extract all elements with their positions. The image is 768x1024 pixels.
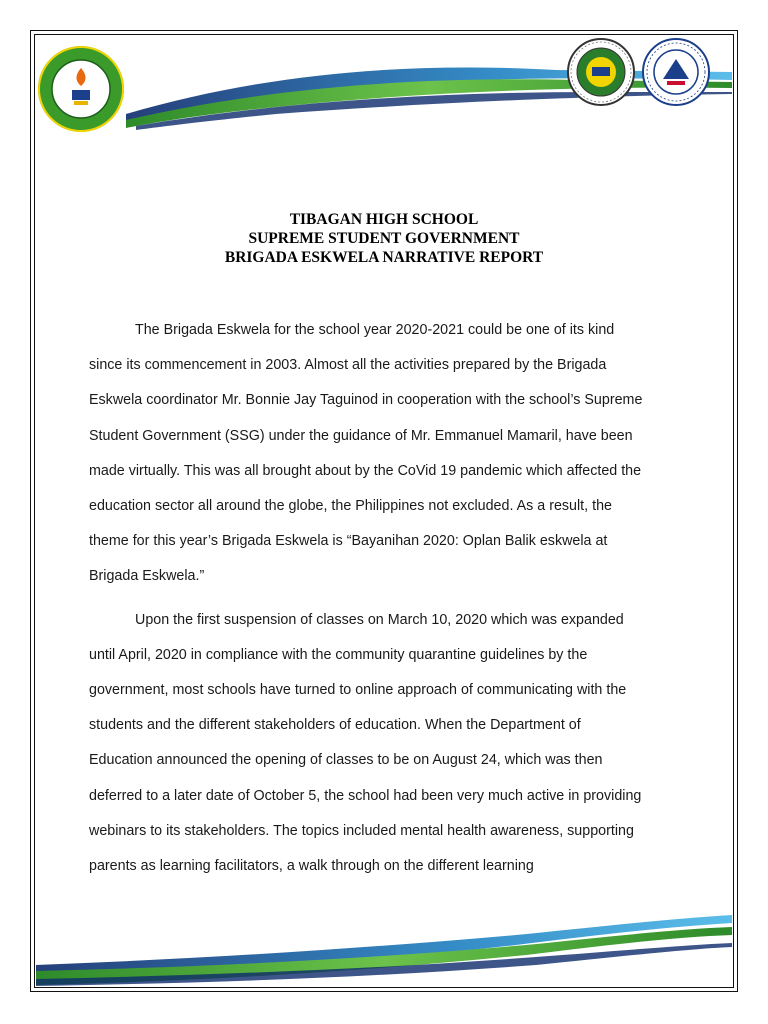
text-line: government, most schools have turned to online approach of communicating with the: [89, 682, 627, 699]
report-titles: [0, 210, 768, 267]
report-body: [89, 313, 689, 884]
text-line: Eskwela coordinator Mr. Bonnie Jay Taguinod in cooperation with the school’s Supreme: [89, 392, 643, 409]
text-line: Brigada Eskwela.”: [89, 568, 205, 585]
text-line: deferred to a later date of October 5, the school had been very much active in providing: [89, 787, 642, 804]
text-line: Education announced the opening of classes to be on August 24, which was then: [89, 752, 603, 769]
organization-title: SUPREME STUDENT GOVERNMENT: [248, 230, 520, 247]
text-line: students and the different stakeholders of education. When the Department of: [89, 717, 581, 734]
text-line: The Brigada Eskwela for the school year 2020-2021 could be one of its kind: [135, 322, 615, 338]
text-line: webinars to its stakeholders. The topics included mental health awareness, supporting: [89, 822, 634, 839]
text-line: parents as learning facilitators, a walk through on the different learning: [89, 858, 534, 875]
text-line: education sector all around the globe, the Philippines not excluded. As a result, the: [89, 498, 612, 515]
text-line: until April, 2020 in compliance with the community quarantine guidelines by the: [89, 646, 588, 663]
kagawaran-ng-edukasyon-seal-logo: [641, 37, 711, 107]
report-title: BRIGADA ESKWELA NARRATIVE REPORT: [224, 249, 544, 266]
text-line: since its commencement in 2003. Almost all the activities prepared by the Brigada: [89, 357, 607, 374]
school-seal-logo: [36, 44, 126, 134]
paragraph-1: [89, 313, 689, 595]
deped-makati-seal-logo: [566, 37, 636, 107]
text-line: theme for this year’s Brigada Eskwela is “Bayanihan 2020: Oplan Balik eskwela at: [89, 533, 608, 550]
school-name-title: TIBAGAN HIGH SCHOOL: [289, 211, 479, 228]
text-line: Student Government (SSG) under the guidance of Mr. Emmanuel Mamaril, have been: [89, 427, 633, 444]
footer-swoosh-decoration: [36, 905, 732, 986]
text-line: made virtually. This was all brought about by the CoVid 19 pandemic which affected the: [89, 462, 642, 479]
text-line: Upon the first suspension of classes on March 10, 2020 which was expanded: [135, 611, 624, 628]
paragraph-2: [89, 603, 689, 885]
